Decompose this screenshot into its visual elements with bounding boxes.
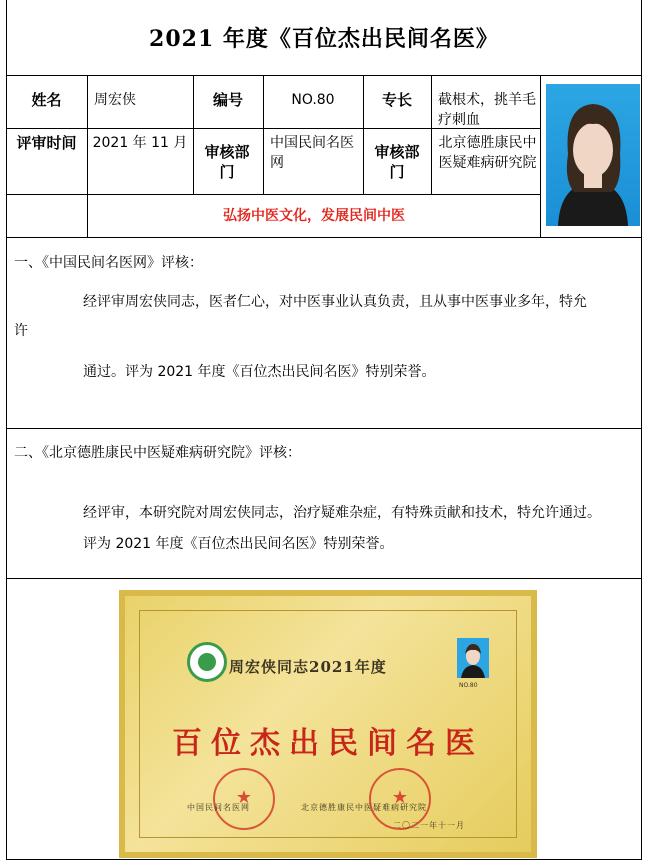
col-divider: [540, 75, 541, 237]
page-title: 2021 年度《百位杰出民间名医》: [149, 26, 499, 52]
certificate-date: 二〇二一年十一月: [393, 821, 465, 830]
section1-line2: 许: [14, 323, 28, 339]
certificate-photo: [457, 638, 489, 678]
portrait-photo: [546, 84, 640, 226]
review-dept-label-2: 审核部门: [374, 143, 420, 181]
row-divider: [6, 237, 642, 238]
review-time-label: 评审时间: [16, 134, 77, 152]
certificate-issuer-1: 中国民间名医网: [187, 803, 250, 812]
row-divider: [6, 75, 642, 76]
number-value: NO.80: [291, 92, 335, 108]
section2-heading: 二、《北京德胜康民中医疑难病研究院》评核：: [14, 445, 301, 461]
row-divider: [6, 428, 642, 429]
person-icon: [457, 638, 489, 678]
section1-heading: 一、《中国民间名医网》评核：: [14, 255, 203, 271]
specialty-value: 截根术，挑羊毛疗刺血: [438, 92, 536, 128]
certificate-issuer-2: 北京德胜康民中医疑难病研究院: [301, 803, 427, 812]
honor-certificate-image: [119, 590, 537, 858]
review-dept-value-2: 北京德胜康民中医疑难病研究院: [438, 135, 537, 171]
person-icon: [546, 84, 640, 226]
certificate-main-title: 百位杰出民间名医: [172, 726, 484, 761]
review-dept-value-1: 中国民间名医网: [270, 135, 354, 171]
section2-line2: 评为 2021 年度《百位杰出民间名医》特别荣誉。: [83, 536, 394, 552]
row-divider: [6, 578, 642, 579]
certificate-subtitle: 周宏侠同志2021年度: [229, 658, 387, 676]
number-label: 编号: [212, 91, 243, 109]
section1-line1: 经评审周宏侠同志，医者仁心，对中医事业认真负责，且从事中医事业多年，特允: [83, 294, 587, 310]
section2-line1: 经评审，本研究院对周宏侠同志，治疗疑难杂症，有特殊贡献和技术，特允许通过。: [83, 505, 601, 521]
institute-logo: [187, 642, 227, 682]
col-divider: [431, 75, 432, 194]
specialty-label: 专长: [381, 91, 412, 109]
name-label: 姓名: [31, 91, 62, 109]
review-dept-label-1: 审核部门: [204, 143, 250, 181]
name-value: 周宏侠: [94, 92, 136, 108]
review-time-value: 2021 年 11 月: [92, 135, 188, 151]
section1-line3: 通过。评为 2021 年度《百位杰出民间名医》特别荣誉。: [83, 364, 436, 380]
certificate-number: NO.80: [459, 682, 478, 689]
slogan: 弘扬中医文化，发展民间中医: [223, 208, 405, 224]
seal-stamp-icon: [213, 768, 275, 830]
